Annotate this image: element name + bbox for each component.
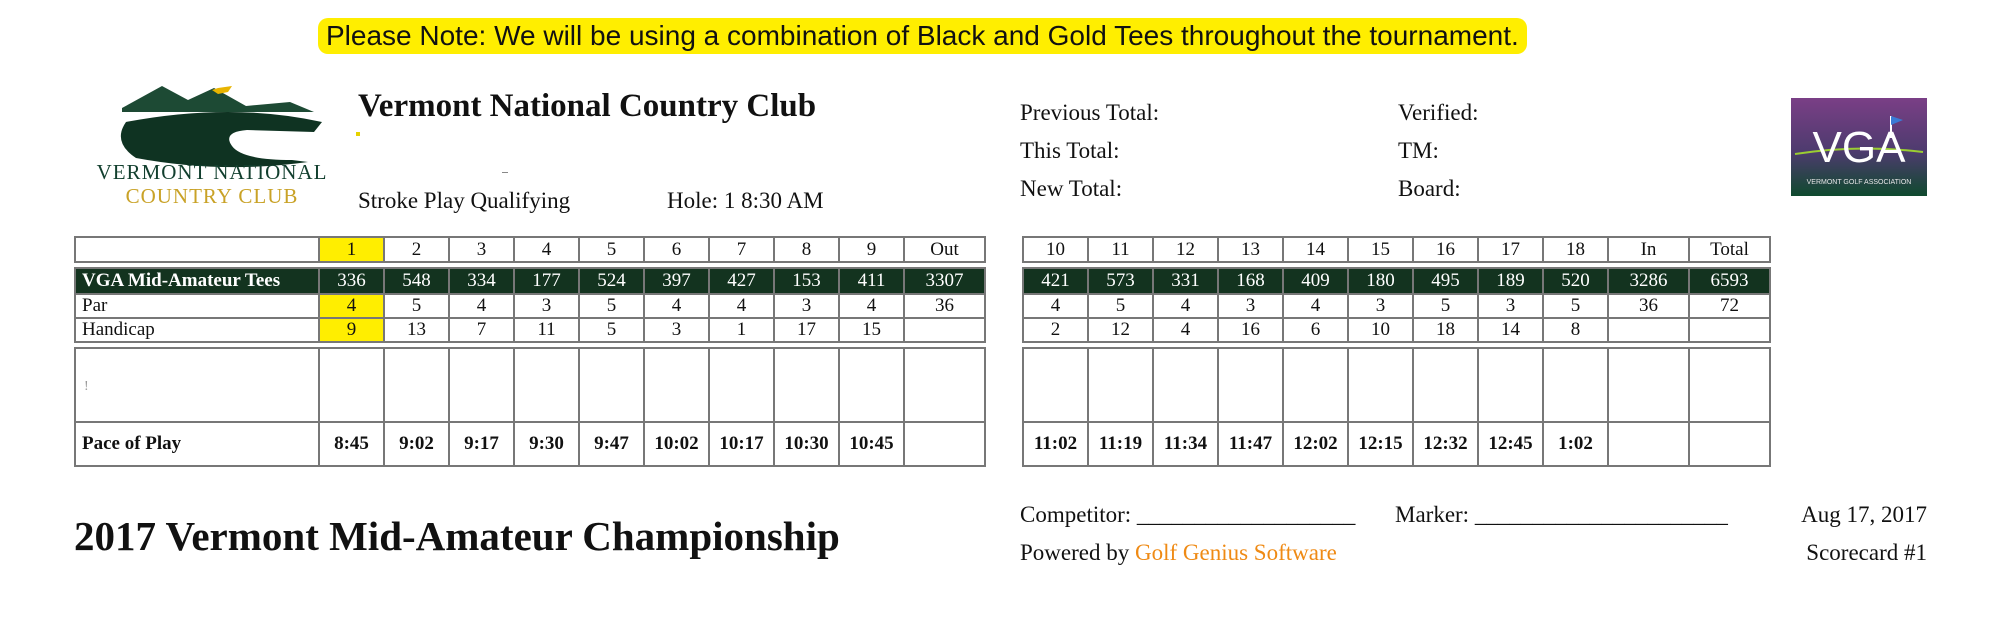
yardage: 495 [1413,268,1478,294]
vga-logo-text: VGA [1812,123,1906,172]
pace-time: 9:17 [449,422,514,466]
club-logo-line1: VERMONT NATIONAL [96,160,328,184]
par-row [1023,294,1770,318]
score-mark: ! [84,379,89,394]
handicap-value: 16 [1218,318,1283,342]
marker-line: Marker: ______________________ [1395,502,1728,527]
handicap-value: 14 [1478,318,1543,342]
hole-number: 11 [1088,237,1153,262]
score-row [1023,348,1770,422]
scorecard-number: Scorecard #1 [1806,540,1927,565]
pace-time: 12:02 [1283,422,1348,466]
holes-label-cell [75,237,319,262]
yardage: 421 [1023,268,1088,294]
yardage: 189 [1478,268,1543,294]
new-total-label: New Total: [1020,176,1123,201]
par-value: 4 [1283,294,1348,318]
par-value: 3 [1218,294,1283,318]
pace-row [75,422,985,466]
par-value: 4 [839,294,904,318]
yardage-in: 3286 [1608,268,1689,294]
score-cell[interactable] [514,348,579,422]
hole-number: 16 [1413,237,1478,262]
club-logo-line2: COUNTRY CLUB [125,184,299,208]
pace-out [904,422,985,466]
pace-time: 10:45 [839,422,904,466]
yardage: 409 [1283,268,1348,294]
par-value: 4 [1023,294,1088,318]
handicap-value: 10 [1348,318,1413,342]
score-cell[interactable] [1543,348,1608,422]
score-cell[interactable] [579,348,644,422]
pace-label: Pace of Play [75,422,319,466]
yardage: 334 [449,268,514,294]
pace-time: 9:47 [579,422,644,466]
yardage: 168 [1218,268,1283,294]
out-header: Out [904,237,985,262]
pace-time: 10:02 [644,422,709,466]
yardage: 573 [1088,268,1153,294]
pace-in [1608,422,1689,466]
hole-number: 10 [1023,237,1088,262]
score-cell[interactable] [1478,348,1543,422]
pace-time: 8:45 [319,422,384,466]
hole-number: 2 [384,237,449,262]
tournament-notice: Please Note: We will be using a combination of Black and Gold Tees throughout the tournament. [318,18,1527,54]
holes-row [75,237,985,262]
score-cell[interactable] [449,348,514,422]
handicap-value: 6 [1283,318,1348,342]
pace-time: 11:47 [1218,422,1283,466]
handicap-value: 1 [709,318,774,342]
par-value: 5 [384,294,449,318]
verified-label: Verified: [1398,100,1479,125]
hole-number: 17 [1478,237,1543,262]
vga-logo-subtext: VERMONT GOLF ASSOCIATION [1806,179,1912,186]
this-total-label: This Total: [1020,138,1120,163]
hole-number: 1 [319,237,384,262]
hole-number: 13 [1218,237,1283,262]
handicap-label: Handicap [75,318,319,342]
handicap-in [1608,318,1689,342]
par-value: 4 [449,294,514,318]
handicap-row [75,318,985,342]
pace-row [1023,422,1770,466]
handicap-value: 8 [1543,318,1608,342]
par-value: 5 [1088,294,1153,318]
score-cell[interactable] [319,348,384,422]
yardage-out: 3307 [904,268,985,294]
golf-genius-link[interactable]: Golf Genius Software [1134,540,1337,565]
handicap-value: 15 [839,318,904,342]
event-title: 2017 Vermont Mid-Amateur Championship [74,513,840,559]
round-format: Stroke Play Qualifying [358,188,571,213]
par-value: 4 [644,294,709,318]
competitor-line: Competitor: ___________________ [1020,502,1356,527]
holes-row [1023,237,1770,262]
handicap-value: 18 [1413,318,1478,342]
yardage: 331 [1153,268,1218,294]
tees-row [75,268,985,294]
hole-number: 12 [1153,237,1218,262]
par-value: 5 [579,294,644,318]
par-value: 3 [514,294,579,318]
yardage: 427 [709,268,774,294]
board-label: Board: [1398,176,1461,201]
pace-time: 9:30 [514,422,579,466]
score-cell[interactable] [839,348,904,422]
pace-time: 10:17 [709,422,774,466]
par-value: 4 [709,294,774,318]
score-label-cell [75,348,319,422]
par-in: 36 [1608,294,1689,318]
score-in-cell[interactable] [1608,348,1689,422]
par-value: 4 [1153,294,1218,318]
powered-by [1020,540,1337,566]
score-row [75,348,985,422]
total-header: Total [1689,237,1770,262]
score-total-cell[interactable] [1689,348,1770,422]
score-cell[interactable] [1413,348,1478,422]
par-value: 5 [1413,294,1478,318]
handicap-value: 9 [319,318,384,342]
par-value: 5 [1543,294,1608,318]
stray-dash [502,172,508,173]
handicap-out [904,318,985,342]
score-cell[interactable] [709,348,774,422]
hole-number: 4 [514,237,579,262]
handicap-value: 13 [384,318,449,342]
tm-label: TM: [1398,138,1439,163]
par-value: 3 [1348,294,1413,318]
previous-total-label: Previous Total: [1020,100,1160,125]
yardage: 411 [839,268,904,294]
par-label: Par [75,294,319,318]
handicap-value: 17 [774,318,839,342]
handicap-value: 7 [449,318,514,342]
par-value: 3 [1478,294,1543,318]
handicap-row [1023,318,1770,342]
par-value: 3 [774,294,839,318]
score-cell[interactable] [1023,348,1088,422]
pace-total [1689,422,1770,466]
yardage: 520 [1543,268,1608,294]
vga-logo [1791,98,1927,196]
pace-time: 12:32 [1413,422,1478,466]
hole-number: 5 [579,237,644,262]
yardage: 397 [644,268,709,294]
handicap-value: 11 [514,318,579,342]
handicap-value: 12 [1088,318,1153,342]
score-cell[interactable] [384,348,449,422]
score-cell[interactable] [1283,348,1348,422]
pace-time: 11:19 [1088,422,1153,466]
hole-number: 6 [644,237,709,262]
pace-time: 12:45 [1478,422,1543,466]
hole-number: 3 [449,237,514,262]
handicap-value: 4 [1153,318,1218,342]
back-nine-table [1022,236,1771,467]
hole-number: 8 [774,237,839,262]
handicap-value: 3 [644,318,709,342]
stray-mark [356,132,360,136]
score-cell[interactable] [1348,348,1413,422]
yardage: 180 [1348,268,1413,294]
yardage: 524 [579,268,644,294]
score-cell[interactable] [1153,348,1218,422]
club-name: Vermont National Country Club [358,88,817,124]
score-cell[interactable] [774,348,839,422]
hole-number: 15 [1348,237,1413,262]
par-row [75,294,985,318]
tees-label: VGA Mid-Amateur Tees [75,268,319,294]
pace-time: 1:02 [1543,422,1608,466]
yardage: 548 [384,268,449,294]
par-out: 36 [904,294,985,318]
handicap-value: 5 [579,318,644,342]
hole-number: 18 [1543,237,1608,262]
powered-prefix: Powered by [1020,540,1135,565]
hole-number: 14 [1283,237,1348,262]
handicap-value: 2 [1023,318,1088,342]
score-cell[interactable] [1218,348,1283,422]
pace-time: 10:30 [774,422,839,466]
front-nine-table [74,236,986,467]
pace-time: 11:34 [1153,422,1218,466]
score-cell[interactable] [644,348,709,422]
hole-number: 7 [709,237,774,262]
yardage-total: 6593 [1689,268,1770,294]
hole-number: 9 [839,237,904,262]
pace-time: 11:02 [1023,422,1088,466]
yardage: 153 [774,268,839,294]
yardage: 336 [319,268,384,294]
par-value: 4 [319,294,384,318]
score-cell[interactable] [1088,348,1153,422]
in-header: In [1608,237,1689,262]
starting-hole-time: Hole: 1 8:30 AM [667,188,824,213]
handicap-total [1689,318,1770,342]
event-date: Aug 17, 2017 [1801,502,1927,527]
score-out-cell[interactable] [904,348,985,422]
pace-time: 9:02 [384,422,449,466]
pace-time: 12:15 [1348,422,1413,466]
tees-row [1023,268,1770,294]
par-total: 72 [1689,294,1770,318]
yardage: 177 [514,268,579,294]
